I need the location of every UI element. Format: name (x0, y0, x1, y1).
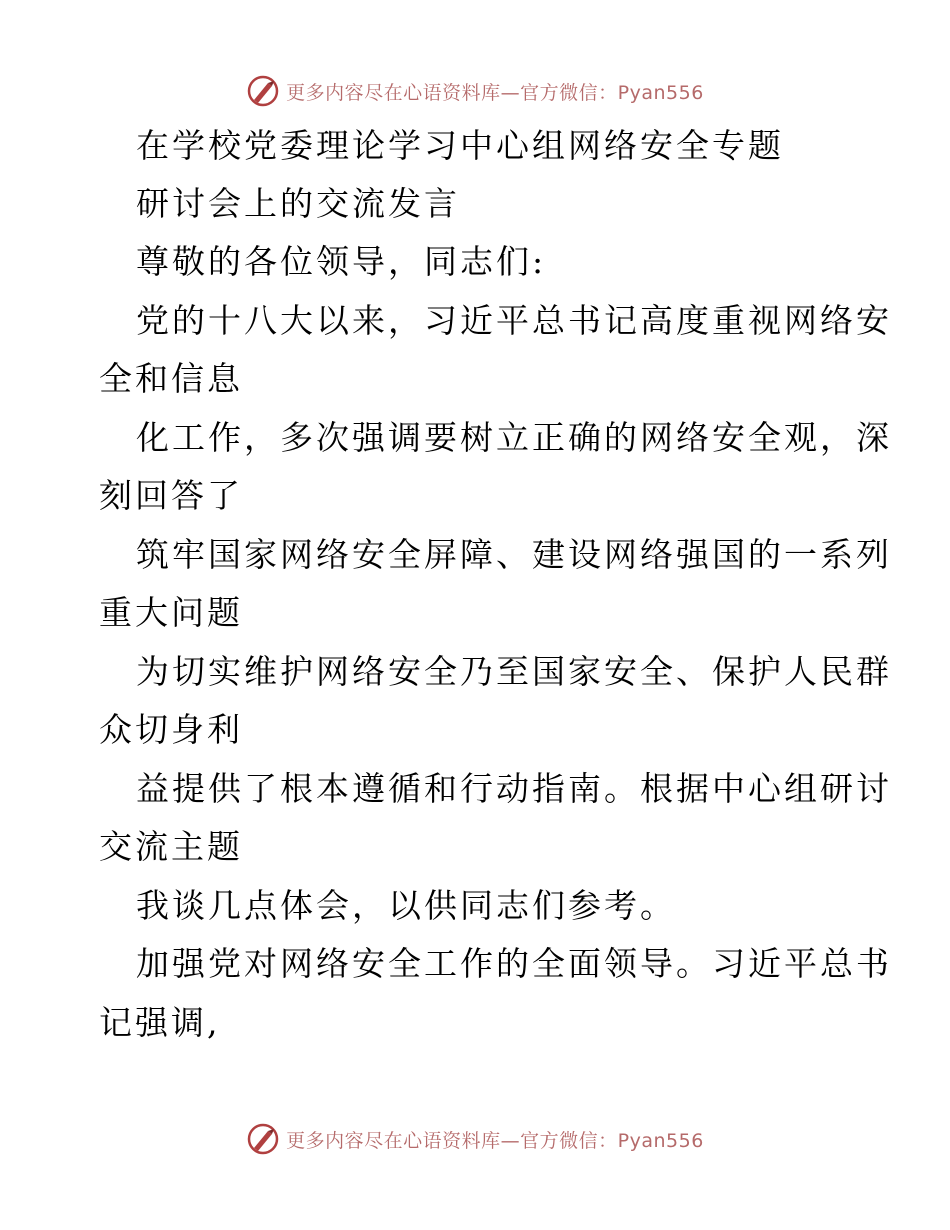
paragraph-line: 我谈几点体会，以供同志们参考。 (136, 886, 676, 925)
paragraph-line: 化工作，多次强调要树立正确的网络安全观，深 (136, 418, 892, 457)
pen-logo-icon (246, 1122, 280, 1156)
paragraph-line: 为切实维护网络安全乃至国家安全、保护人民群 (136, 652, 892, 691)
paragraph-line: 筑牢国家网络安全屏障、建设网络强国的一系列 (136, 535, 892, 574)
paragraph-line: 全和信息 (99, 359, 243, 398)
paragraph-line: 党的十八大以来，习近平总书记高度重视网络安 (136, 301, 892, 340)
salutation: 尊敬的各位领导，同志们: (136, 242, 547, 281)
header-banner (0, 71, 950, 111)
footer-banner-text: 更多内容尽在心语资料库—官方微信：Pyan556 (286, 1129, 704, 1152)
paragraph-line: 记强调, (99, 1003, 221, 1042)
pen-logo-icon (246, 74, 280, 108)
title-line-2: 研讨会上的交流发言 (136, 184, 460, 223)
paragraph-line: 重大问题 (99, 593, 243, 632)
footer-banner (0, 1119, 950, 1159)
paragraph-line: 交流主题 (99, 827, 243, 866)
paragraph-line: 刻回答了 (99, 476, 243, 515)
header-banner-text: 更多内容尽在心语资料库—官方微信：Pyan556 (286, 81, 704, 104)
paragraph-line: 益提供了根本遵循和行动指南。根据中心组研讨 (136, 769, 892, 808)
title-line-1: 在学校党委理论学习中心组网络安全专题 (136, 126, 784, 165)
paragraph-line: 加强党对网络安全工作的全面领导。习近平总书 (136, 944, 892, 983)
paragraph-line: 众切身利 (99, 710, 243, 749)
